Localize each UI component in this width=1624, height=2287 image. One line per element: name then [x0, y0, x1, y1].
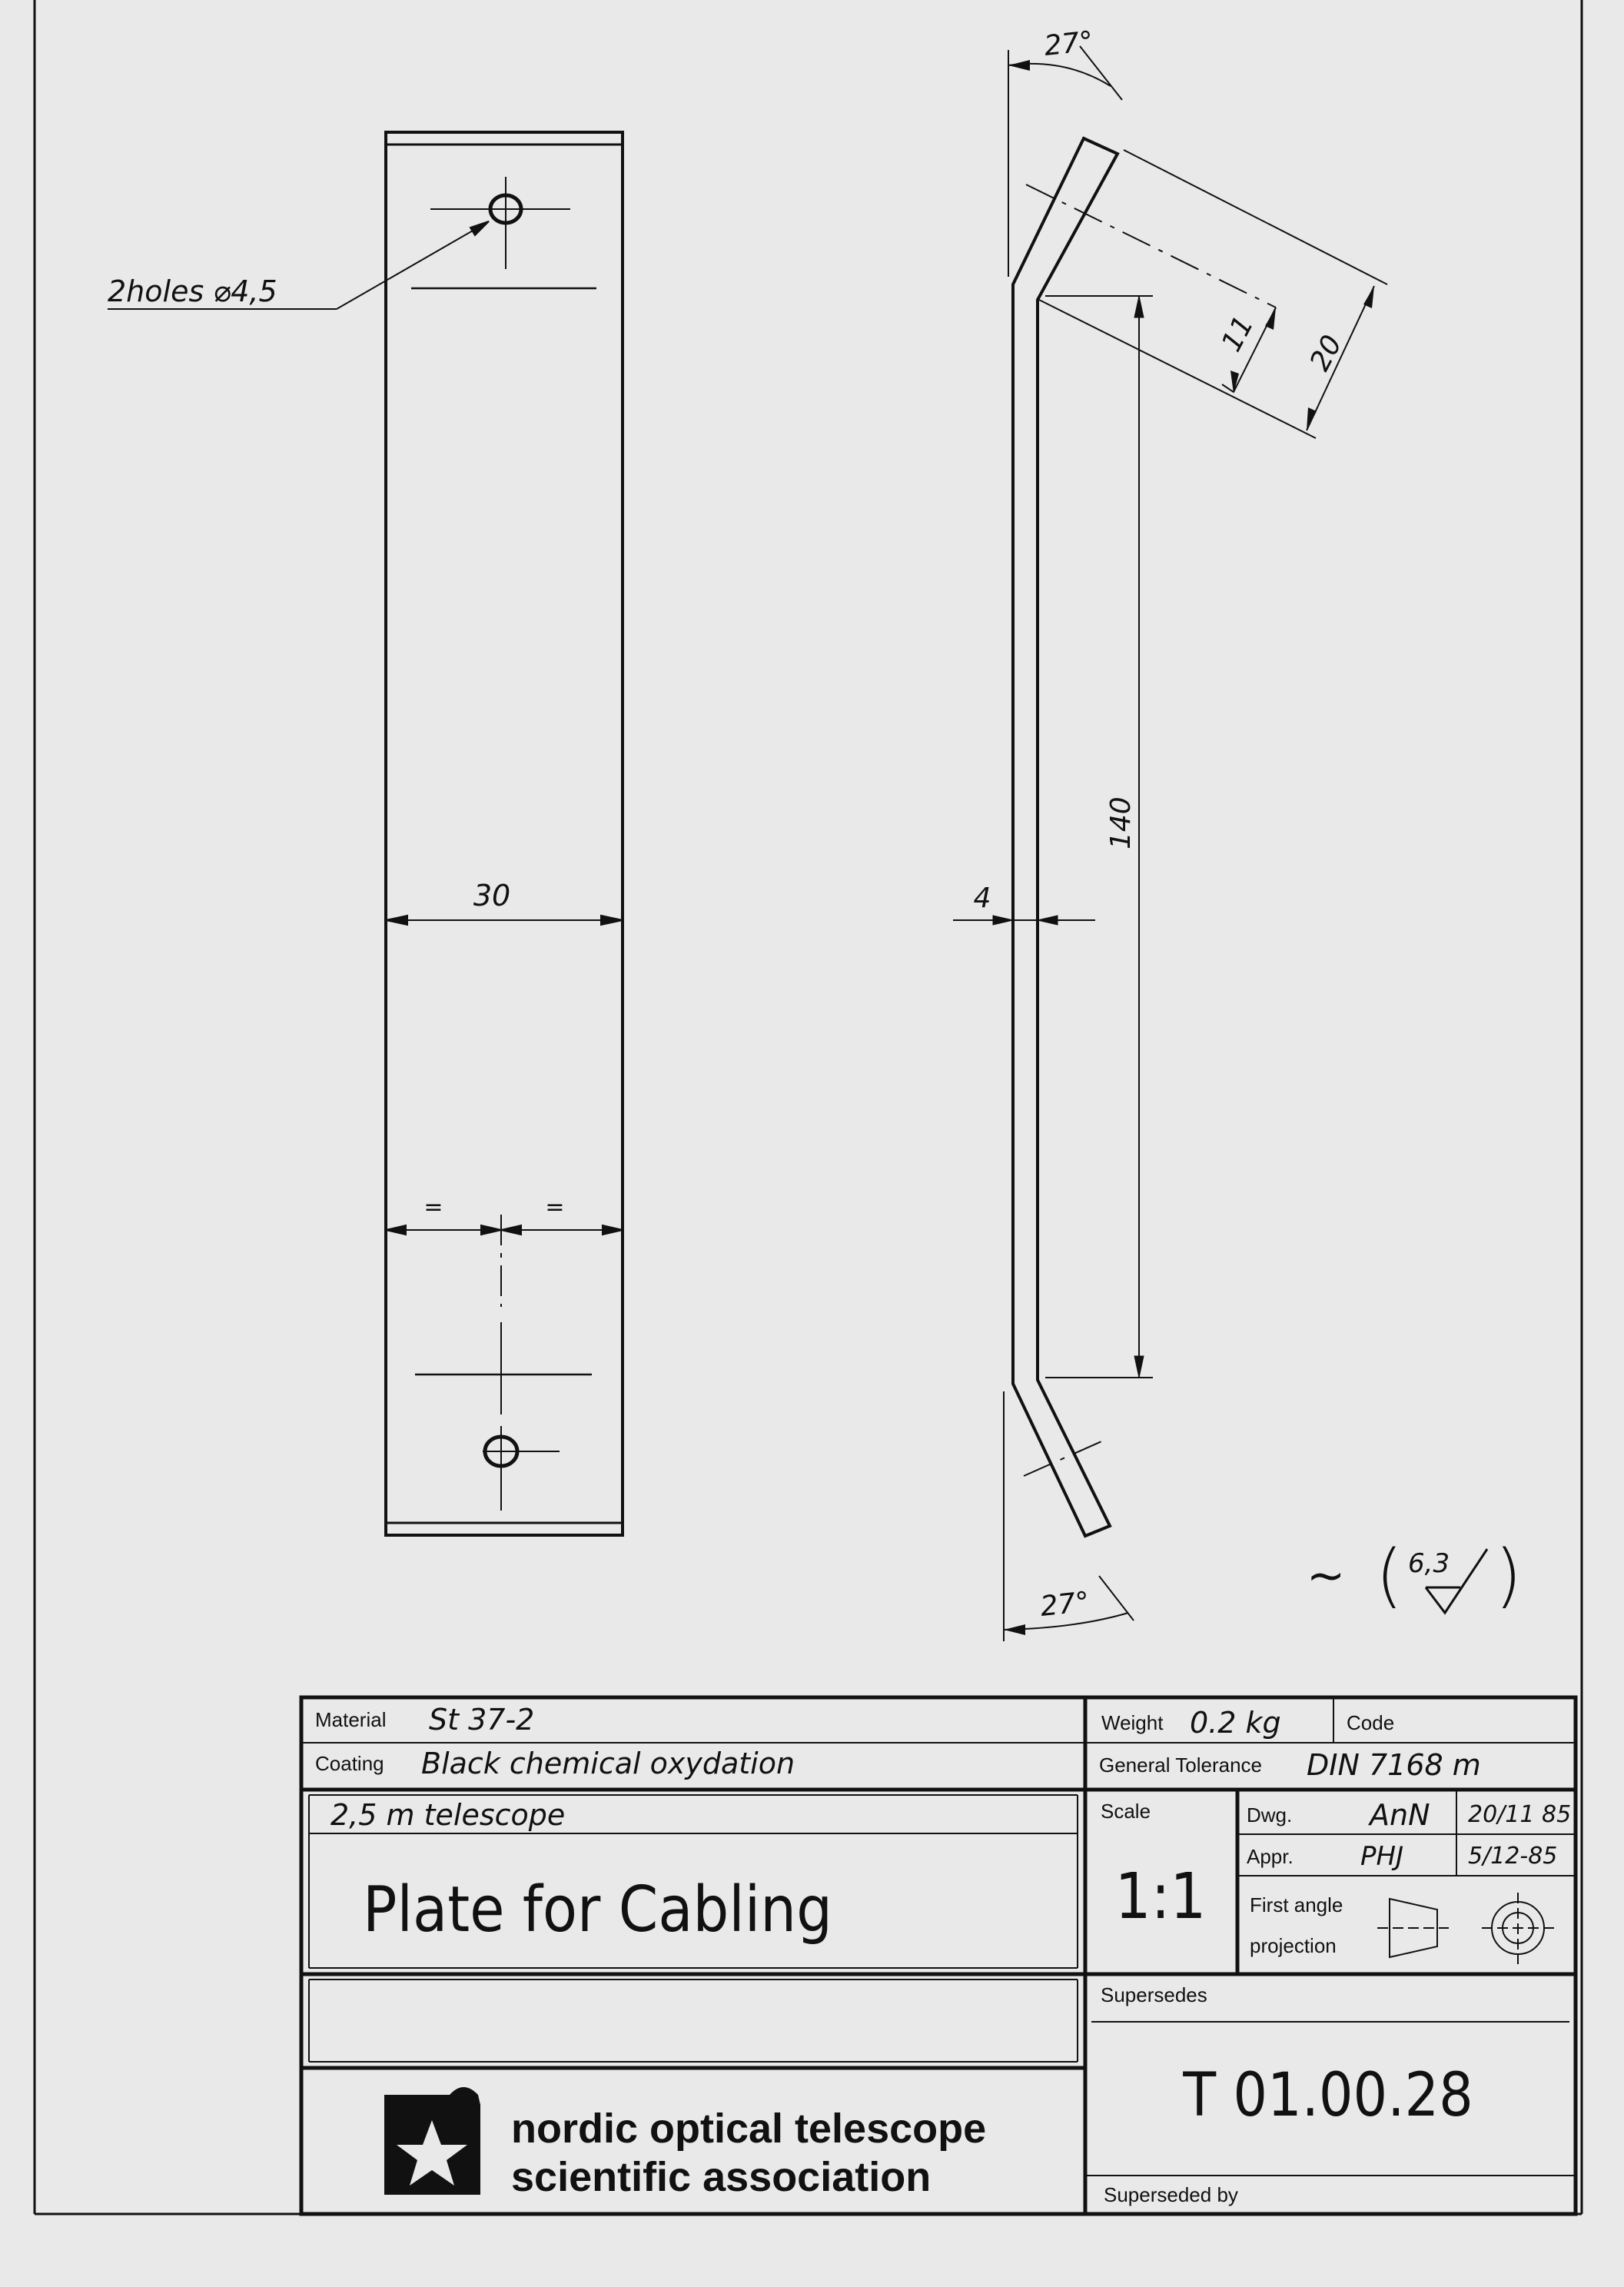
weight-value: 0.2 kg [1190, 1706, 1281, 1740]
surface-paren-open: ( [1376, 1535, 1403, 1616]
plate-outline [386, 132, 623, 1535]
material-value: St 37-2 [429, 1703, 535, 1737]
drawing-number: T 01.00.28 [1183, 2061, 1473, 2130]
drawing-title: Plate for Cabling [363, 1873, 832, 1946]
angle-bottom-label: 27° [1038, 1586, 1091, 1623]
tolerance-label: General Tolerance [1099, 1753, 1262, 1777]
angle-top-label: 27° [1042, 25, 1095, 62]
equal-mark-right: = [545, 1194, 565, 1221]
width-dimension [386, 916, 623, 925]
project-name: 2,5 m telescope [330, 1798, 566, 1832]
dwg-date: 20/11 85 [1468, 1801, 1572, 1828]
weight-label: Weight [1101, 1711, 1164, 1734]
material-label: Material [315, 1708, 387, 1731]
surface-tilde: ~ [1307, 1549, 1346, 1603]
surface-value: 6,3 [1408, 1548, 1450, 1579]
scale-value: 1:1 [1114, 1860, 1207, 1933]
projection-label-1: First angle [1250, 1893, 1343, 1916]
org-name-line-1: nordic optical telescope [511, 2106, 987, 2152]
front-view [108, 132, 623, 1535]
first-angle-projection-symbol [1377, 1893, 1554, 1964]
top-hole [411, 177, 596, 288]
organization-logo [384, 2087, 986, 2200]
projection-label-2: projection [1250, 1934, 1337, 1957]
tolerance-value: DIN 7168 m [1307, 1748, 1481, 1782]
surface-paren-close: ) [1495, 1535, 1523, 1616]
supersedes-label: Supersedes [1101, 1983, 1207, 2006]
equal-spacing-dimension [386, 1225, 623, 1235]
dim-20-label: 20 [1304, 330, 1349, 377]
org-name-line-2: scientific association [511, 2154, 932, 2200]
equal-mark-left: = [423, 1194, 443, 1221]
dwg-by: AnN [1370, 1798, 1430, 1832]
holes-note: 2holes ⌀4,5 [108, 274, 277, 308]
dim-4-label: 4 [973, 883, 991, 914]
coating-label: Coating [315, 1752, 384, 1775]
dim-140-label: 140 [1105, 796, 1137, 849]
appr-label: Appr. [1247, 1845, 1294, 1868]
superseded-by-label: Superseded by [1104, 2183, 1238, 2206]
dim-11-label: 11 [1215, 311, 1260, 357]
appr-date: 5/12-85 [1468, 1843, 1558, 1870]
appr-by: PHJ [1360, 1841, 1404, 1872]
surface-finish-symbol [1307, 1535, 1522, 1616]
scale-label: Scale [1101, 1800, 1151, 1823]
bottom-hole [415, 1215, 592, 1511]
coating-value: Black chemical oxydation [421, 1747, 795, 1780]
width-dimension-label: 30 [473, 879, 511, 912]
code-label: Code [1347, 1711, 1395, 1734]
bent-plate-outline [1013, 138, 1118, 1536]
side-view [953, 46, 1387, 1641]
dwg-label: Dwg. [1247, 1803, 1293, 1827]
